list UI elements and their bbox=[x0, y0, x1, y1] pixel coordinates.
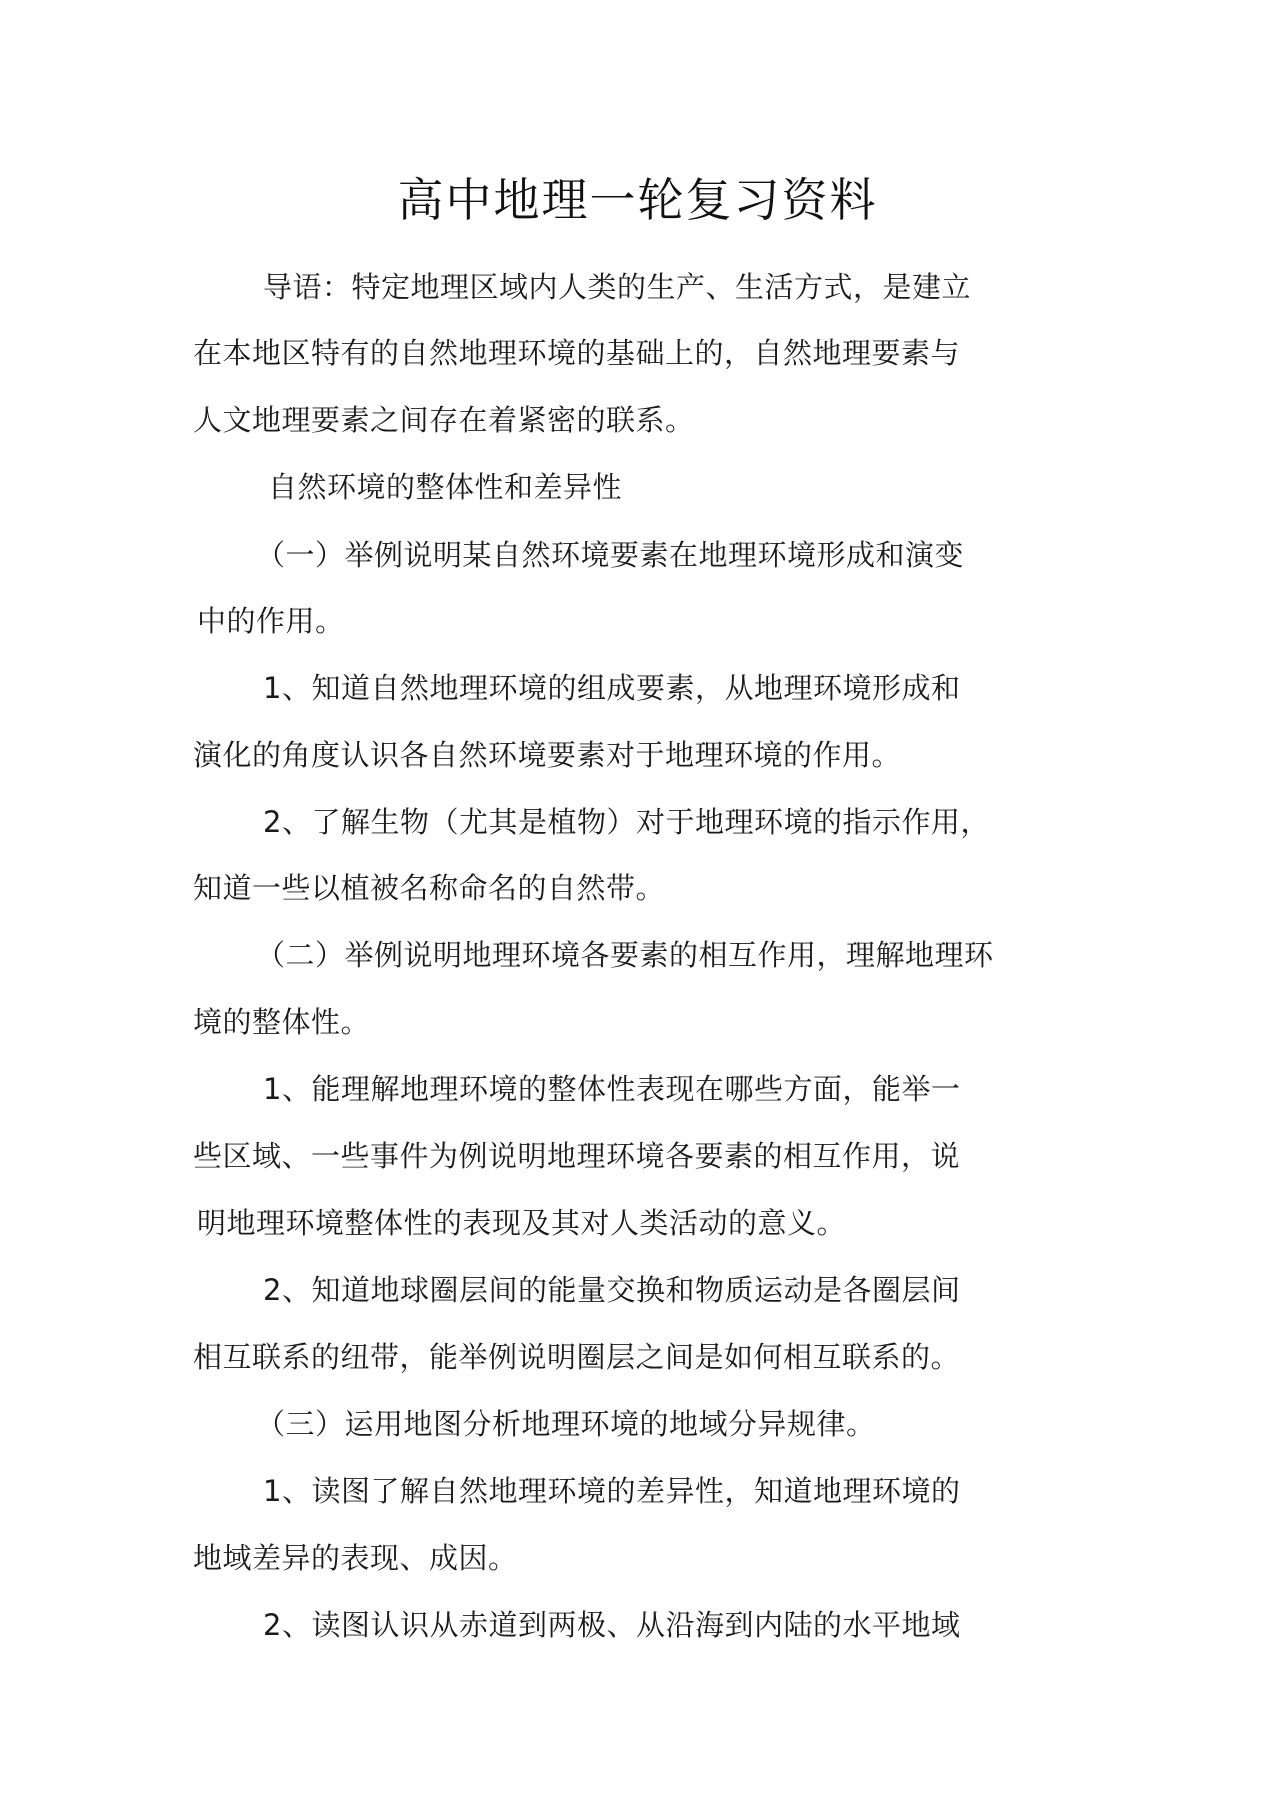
paragraph-line: 2、了解生物（尤其是植物）对于地理环境的指示作用， bbox=[263, 805, 990, 839]
paragraph-line: 1、能理解地理环境的整体性表现在哪些方面，能举一 bbox=[263, 1072, 961, 1106]
paragraph-line: 知道一些以植被名称命名的自然带。 bbox=[193, 871, 666, 905]
paragraph-line: （一）举例说明某自然环境要素在地理环境形成和演变 bbox=[256, 538, 965, 572]
paragraph-line: 1、知道自然地理环境的组成要素，从地理环境形成和 bbox=[263, 671, 961, 705]
paragraph-line: 在本地区特有的自然地理环境的基础上的，自然地理要素与 bbox=[193, 336, 961, 370]
document-title: 高中地理一轮复习资料 bbox=[397, 173, 878, 227]
section-heading: 自然环境的整体性和差异性 bbox=[268, 470, 623, 504]
paragraph-line: （三）运用地图分析地理环境的地域分异规律。 bbox=[256, 1407, 876, 1441]
paragraph-line: 导语：特定地理区域内人类的生产、生活方式，是建立 bbox=[263, 270, 972, 304]
paragraph-line: 演化的角度认识各自然环境要素对于地理环境的作用。 bbox=[193, 738, 902, 772]
paragraph-line: 2、读图认识从赤道到两极、从沿海到内陆的水平地域 bbox=[263, 1608, 961, 1642]
paragraph-line: 中的作用。 bbox=[197, 604, 345, 638]
paragraph-line: 明地理环境整体性的表现及其对人类活动的意义。 bbox=[197, 1206, 847, 1240]
paragraph-line: （二）举例说明地理环境各要素的相互作用，理解地理环 bbox=[256, 938, 994, 972]
paragraph-line: 相互联系的纽带，能举例说明圈层之间是如何相互联系的。 bbox=[193, 1340, 961, 1374]
paragraph-line: 地域差异的表现、成因。 bbox=[193, 1541, 518, 1575]
paragraph-line: 2、知道地球圈层间的能量交换和物质运动是各圈层间 bbox=[263, 1273, 961, 1307]
paragraph-line: 境的整体性。 bbox=[193, 1005, 371, 1039]
paragraph-line: 些区域、一些事件为例说明地理环境各要素的相互作用，说 bbox=[193, 1139, 961, 1173]
paragraph-line: 1、读图了解自然地理环境的差异性，知道地理环境的 bbox=[263, 1474, 961, 1508]
paragraph-line: 人文地理要素之间存在着紧密的联系。 bbox=[193, 403, 695, 437]
